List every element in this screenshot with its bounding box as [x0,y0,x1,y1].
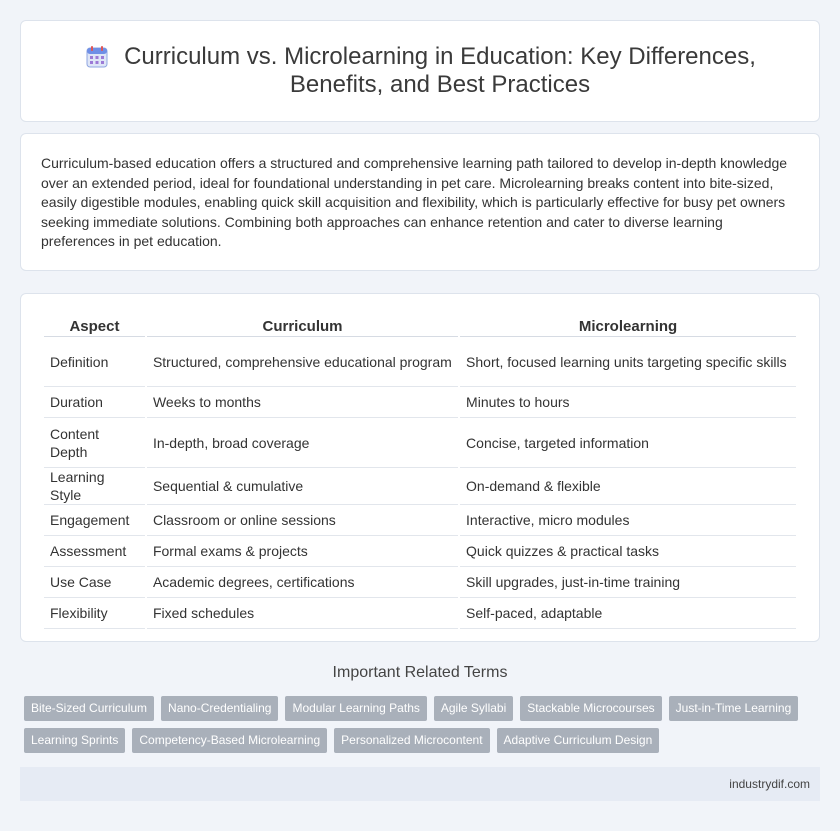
intro-paragraph: Curriculum-based education offers a structured and comprehensive learning path tailored to develop in-depth knowledge over an extended period, ideal for foundational understanding in pet care. Microlearning breaks content into bite-sized, easily digestible modules, enabling quick skill acquisition and flexibility, which is particularly effective for busy pet owners seeking immediate solutions. Combining both approaches can enhance retention and cater to diverse learning preferences in pet education. [41,155,788,249]
table-row [44,337,796,387]
cell-microlearning: Skill upgrades, just-in-time training [460,567,796,598]
cell-aspect: Definition [44,337,145,387]
table-row [44,387,796,418]
table-row [44,598,796,629]
header-aspect: Aspect [44,314,145,337]
cell-curriculum: Classroom or online sessions [147,505,458,536]
tag-agile-syllabi[interactable]: Agile Syllabi [434,696,513,721]
related-terms-heading: Important Related Terms [332,664,508,681]
cell-microlearning: Self-paced, adaptable [460,598,796,629]
tag-modular-learning-paths[interactable]: Modular Learning Paths [285,696,426,721]
header-curriculum: Curriculum [147,314,458,337]
cell-aspect: Assessment [44,536,145,567]
tag-row [24,728,814,753]
comparison-table [42,314,798,629]
header-microlearning: Microlearning [460,314,796,337]
cell-aspect: Flexibility [44,598,145,629]
tag-personalized-microcontent[interactable]: Personalized Microcontent [334,728,489,753]
footer-site[interactable]: industrydif.com [729,777,810,791]
cell-aspect: Use Case [44,567,145,598]
cell-curriculum: In-depth, broad coverage [147,418,458,468]
cell-curriculum: Weeks to months [147,387,458,418]
page-title: Curriculum vs. Microlearning in Education: Key Differences, Benefits, and Best Practices [124,43,756,98]
cell-aspect: Learning Style [44,468,145,505]
cell-microlearning: Interactive, micro modules [460,505,796,536]
tag-row [24,696,814,721]
cell-aspect: Duration [44,387,145,418]
tag-just-in-time-learning[interactable]: Just-in-Time Learning [669,696,799,721]
comparison-card [20,293,820,642]
tag-bite-sized-curriculum[interactable]: Bite-Sized Curriculum [24,696,154,721]
cell-curriculum: Academic degrees, certifications [147,567,458,598]
intro-card [20,133,820,271]
cell-microlearning: Minutes to hours [460,387,796,418]
tag-competency-based-microlearning[interactable]: Competency-Based Microlearning [132,728,327,753]
cell-curriculum: Structured, comprehensive educational program [147,337,458,387]
title-card [20,20,820,122]
cell-microlearning: Short, focused learning units targeting specific skills [460,337,796,387]
cell-curriculum: Sequential & cumulative [147,468,458,505]
footer [20,767,820,801]
tag-learning-sprints[interactable]: Learning Sprints [24,728,125,753]
related-terms-tags [24,696,814,760]
tag-stackable-microcourses[interactable]: Stackable Microcourses [520,696,661,721]
cell-curriculum: Formal exams & projects [147,536,458,567]
cell-aspect: Content Depth [44,418,145,468]
cell-microlearning: Concise, targeted information [460,418,796,468]
table-row [44,567,796,598]
cell-microlearning: Quick quizzes & practical tasks [460,536,796,567]
tag-adaptive-curriculum-design[interactable]: Adaptive Curriculum Design [497,728,660,753]
table-row [44,536,796,567]
table-row [44,505,796,536]
cell-curriculum: Fixed schedules [147,598,458,629]
table-row [44,418,796,468]
tag-nano-credentialing[interactable]: Nano-Credentialing [161,696,278,721]
table-header-row [44,314,796,337]
cell-microlearning: On-demand & flexible [460,468,796,505]
cell-aspect: Engagement [44,505,145,536]
table-row [44,468,796,505]
